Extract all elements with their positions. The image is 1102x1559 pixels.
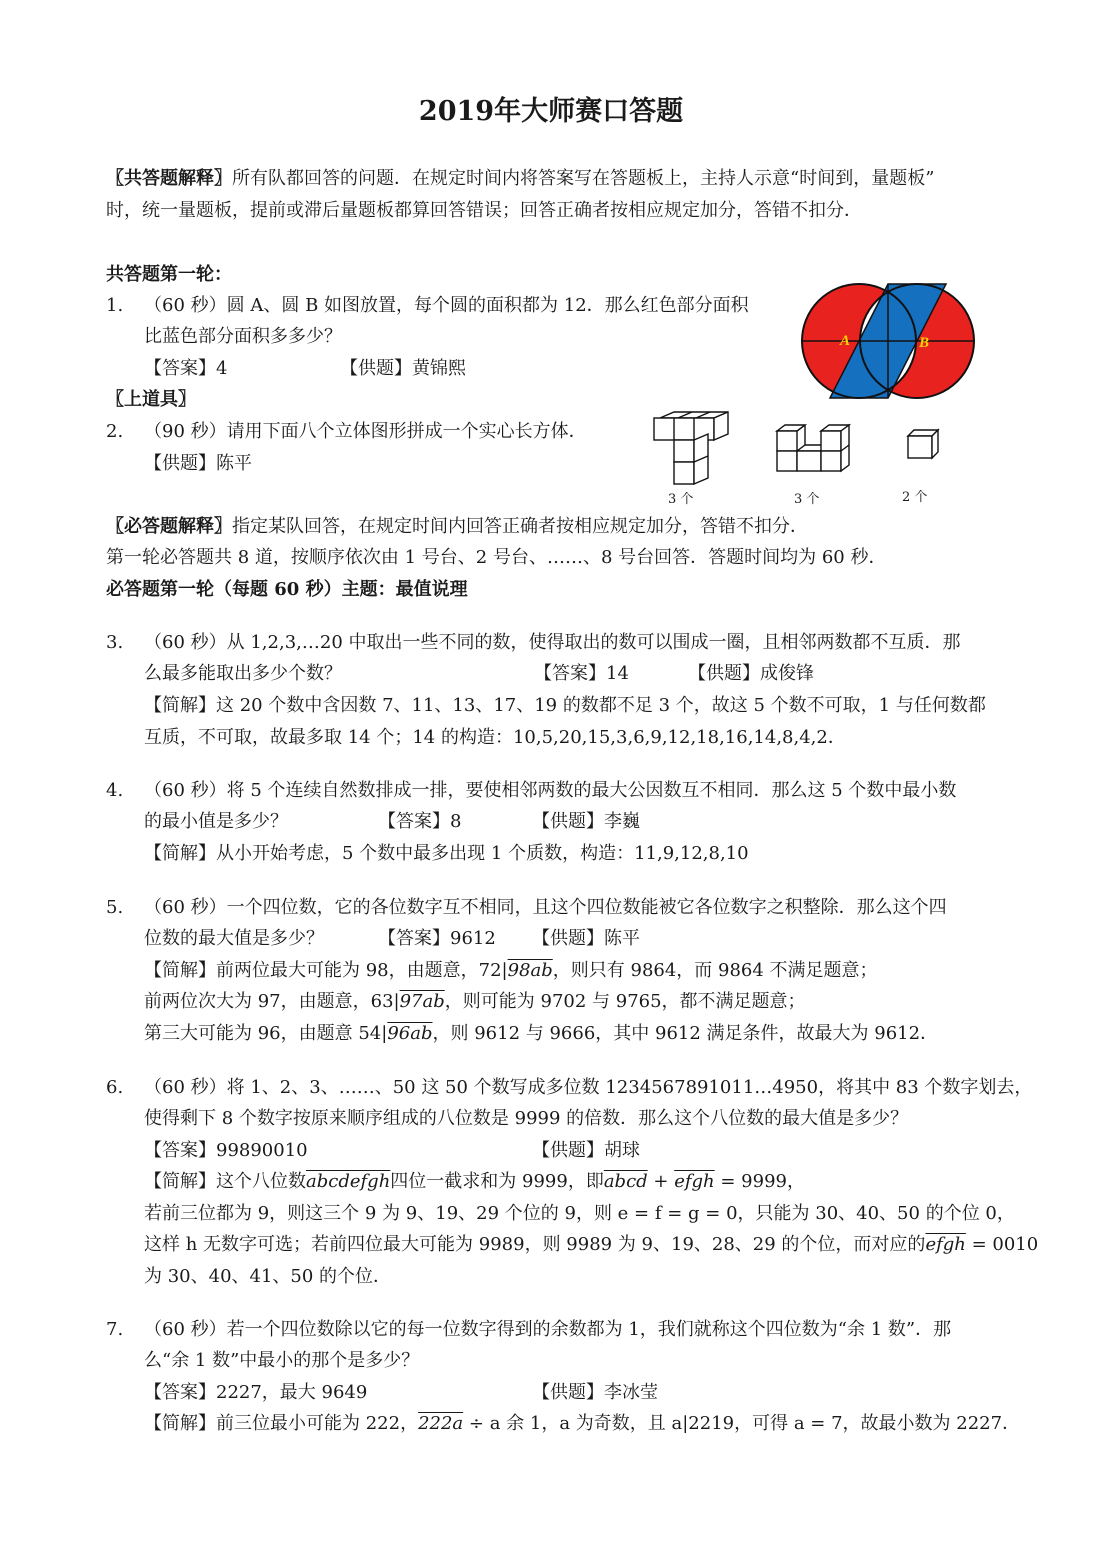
q6-solution-4: 为 30、40、41、50 的个位． [144, 1266, 392, 1287]
q3-line-1: （60 秒）从 1,2,3,…20 中取出一些不同的数，使得取出的数可以围成一圈，且相邻两数都不互质．那 [144, 632, 961, 653]
q6-source: 【供题】胡球 [532, 1140, 640, 1161]
page-title: 2019年大师赛口答题 [418, 96, 684, 127]
caption-1: 3 个 [668, 492, 694, 507]
intro-line-1: 〖共答题解释〗所有队都回答的问题．在规定时间内将答案写在答题板上，主持人示意“时间到，量题板” [106, 168, 935, 189]
q1-answer: 【答案】4 [144, 358, 228, 379]
q6-answer: 【答案】99890010 [144, 1140, 308, 1161]
must-line-1: 〖必答题解释〗指定某队回答，在规定时间内回答正确者按相应规定加分，答错不扣分． [106, 516, 808, 537]
q5-solution-2: 前两位次大为 97，由题意，63|97ab，则可能为 9702 与 9765，都不满足题意； [144, 991, 806, 1012]
q2-source: 【供题】陈平 [144, 453, 252, 474]
q5-answer: 【答案】9612 [378, 928, 496, 949]
round1-heading: 共答题第一轮： [106, 264, 232, 285]
q6-solution-1: 【简解】这个八位数abcdefgh四位一截求和为 9999，即abcd + efgh = 9999， [144, 1171, 805, 1192]
q7-solution-1: 【简解】前三位最小可能为 222，222a ÷ a 余 1，a 为奇数，且 a|2219，可得 a = 7，故最小数为 2227． [144, 1413, 1021, 1434]
step-block-figure [775, 423, 855, 475]
two-circles-figure [800, 282, 976, 400]
q4-answer: 【答案】8 [378, 811, 462, 832]
q4-number: 4. [106, 780, 124, 801]
q5-number: 5. [106, 897, 124, 918]
q6-line-1: （60 秒）将 1、2、3、……、50 这 50 个数写成多位数 1234567891011…4950，将其中 83 个数字划去， [144, 1077, 1033, 1098]
q7-source: 【供题】李冰莹 [532, 1382, 658, 1403]
q5-solution-1: 【简解】前两位最大可能为 98，由题意，72|98ab，则只有 9864，而 9864 不满足题意； [144, 960, 878, 981]
q6-solution-2: 若前三位都为 9，则这三个 9 为 9、19、29 个位的 9，则 e = f = g = 0，只能为 30、40、50 的个位 0， [144, 1203, 1015, 1224]
q7-line-2: 么“余 1 数”中最小的那个是多少？ [144, 1350, 420, 1371]
intro-label: 〖共答题解释〗 [106, 168, 232, 189]
q3-solution-1: 【简解】这 20 个数中含因数 7、11、13、17、19 的数都不足 3 个，故这 5 个数不可取，1 与任何数都 [144, 695, 986, 716]
q1-source: 【供题】黄锦熙 [340, 358, 466, 379]
t-shape-block-figure [652, 410, 732, 485]
q2-line-1: （90 秒）请用下面八个立体图形拼成一个实心长方体． [144, 421, 587, 442]
caption-3: 2 个 [902, 490, 928, 505]
q6-line-2: 使得剩下 8 个数字按原来顺序组成的八位数是 9999 的倍数．那么这个八位数的最大值是多少？ [144, 1108, 909, 1129]
must-heading: 必答题第一轮（每题 60 秒）主题：最值说理 [106, 579, 468, 600]
single-cube-figure [906, 428, 940, 462]
q7-number: 7. [106, 1319, 124, 1340]
q4-solution-1: 【简解】从小开始考虑，5 个数中最多出现 1 个质数，构造：11,9,12,8,10 [144, 843, 749, 864]
tools-heading: 〖上道具〗 [106, 389, 196, 410]
q4-source: 【供题】李巍 [532, 811, 640, 832]
must-label: 〖必答题解释〗 [106, 516, 232, 537]
q2-number: 2. [106, 421, 124, 442]
label-b: B [919, 335, 930, 351]
q6-number: 6. [106, 1077, 124, 1098]
q7-line-1: （60 秒）若一个四位数除以它的每一位数字得到的余数都为 1，我们就称这个四位数为“余 1 数”．那 [144, 1319, 952, 1340]
q3-source: 【供题】成俊锋 [688, 663, 814, 684]
intro-line-2: 时，统一量题板，提前或滞后量题板都算回答错误；回答正确者按相应规定加分，答错不扣分． [106, 200, 862, 221]
q1-line-2: 比蓝色部分面积多多少？ [144, 326, 342, 347]
q5-line-2: 位数的最大值是多少？ [144, 928, 324, 949]
q6-solution-3: 这样 h 无数字可选；若前四位最大可能为 9989，则 9989 为 9、19、28、29 的个位，而对应的efgh = 0010 [144, 1234, 1039, 1255]
must-line-2: 第一轮必答题共 8 道，按顺序依次由 1 号台、2 号台、……、8 号台回答．答题时间均为 60 秒． [106, 547, 887, 568]
q1-line-1: （60 秒）圆 A、圆 B 如图放置，每个圆的面积都为 12．那么红色部分面积 [144, 295, 749, 316]
caption-2: 3 个 [794, 492, 820, 507]
q5-solution-3: 第三大可能为 96，由题意 54|96ab，则 9612 与 9666，其中 9612 满足条件，故最大为 9612． [144, 1023, 939, 1044]
q5-source: 【供题】陈平 [532, 928, 640, 949]
q3-answer: 【答案】14 [534, 663, 629, 684]
q1-number: 1. [106, 295, 124, 316]
q7-answer: 【答案】2227，最大 9649 [144, 1382, 368, 1403]
q3-number: 3. [106, 632, 124, 653]
q3-solution-2: 互质，不可取，故最多取 14 个；14 的构造：10,5,20,15,3,6,9,12,18,16,14,8,4,2． [144, 727, 846, 748]
q3-line-2: 么最多能取出多少个数？ [144, 663, 342, 684]
q4-line-2: 的最小值是多少？ [144, 811, 288, 832]
q5-line-1: （60 秒）一个四位数，它的各位数字互不相同，且这个四位数能被它各位数字之积整除．那么这个四 [144, 897, 947, 918]
q4-line-1: （60 秒）将 5 个连续自然数排成一排，要使相邻两数的最大公因数互不相同．那么这 5 个数中最小数 [144, 780, 957, 801]
label-a: A [840, 333, 851, 349]
